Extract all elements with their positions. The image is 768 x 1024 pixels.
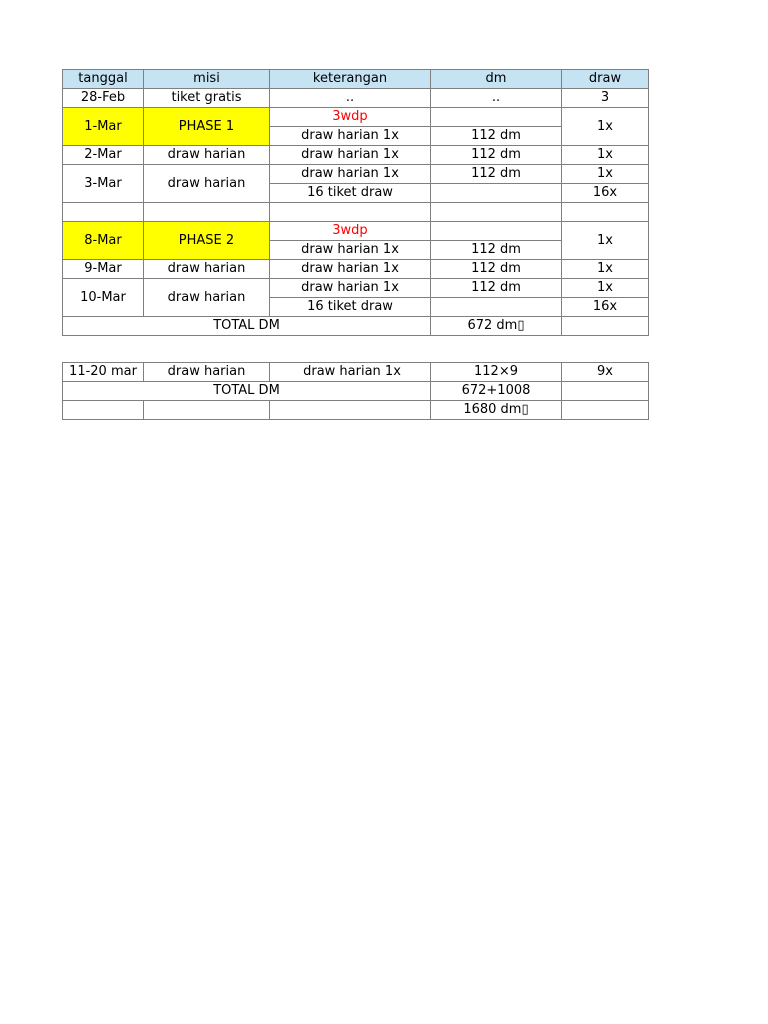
header-dm[interactable]: dm <box>431 70 562 89</box>
table-row <box>63 108 649 127</box>
cell-empty <box>63 401 144 420</box>
cell-draw[interactable]: 16x <box>562 184 649 203</box>
cell-draw[interactable]: 1x <box>562 279 649 298</box>
cell-keterangan[interactable]: draw harian 1x <box>270 279 431 298</box>
cell-keterangan[interactable]: draw harian 1x <box>270 260 431 279</box>
cell-draw[interactable]: 1x <box>562 165 649 184</box>
cell-keterangan[interactable]: draw harian 1x <box>270 165 431 184</box>
cell-tanggal[interactable]: 11-20 mar <box>63 363 144 382</box>
header-draw[interactable]: draw <box>562 70 649 89</box>
cell-draw[interactable]: 1x <box>562 260 649 279</box>
total-row <box>63 317 649 336</box>
cell-draw[interactable]: 1x <box>562 108 649 146</box>
cell-dm[interactable]: 112 dm <box>431 127 562 146</box>
total-formula[interactable]: 672+1008 <box>431 382 562 401</box>
cell-empty[interactable] <box>270 203 431 222</box>
cell-keterangan[interactable]: 3wdp <box>270 222 431 241</box>
cell-dm[interactable]: 112×9 <box>431 363 562 382</box>
empty-row <box>63 203 649 222</box>
cell-draw[interactable]: 1x <box>562 146 649 165</box>
cell-misi[interactable]: tiket gratis <box>144 89 270 108</box>
cell-misi[interactable]: draw harian <box>144 165 270 203</box>
cell-dm[interactable] <box>431 108 562 127</box>
cell-tanggal[interactable]: 1-Mar <box>63 108 144 146</box>
cell-dm[interactable]: 112 dm <box>431 260 562 279</box>
header-row <box>63 70 649 89</box>
cell-dm[interactable] <box>431 222 562 241</box>
cell-empty <box>562 317 649 336</box>
cell-dm[interactable] <box>431 298 562 317</box>
cell-dm[interactable]: 112 dm <box>431 165 562 184</box>
cell-tanggal[interactable]: 9-Mar <box>63 260 144 279</box>
cell-misi[interactable]: PHASE 2 <box>144 222 270 260</box>
cell-draw[interactable]: 16x <box>562 298 649 317</box>
cell-empty[interactable] <box>144 203 270 222</box>
extra-schedule-table <box>62 362 649 420</box>
cell-keterangan[interactable]: 3wdp <box>270 108 431 127</box>
cell-dm[interactable]: 112 dm <box>431 279 562 298</box>
table-row <box>63 146 649 165</box>
cell-misi[interactable]: PHASE 1 <box>144 108 270 146</box>
table-row <box>63 165 649 184</box>
cell-tanggal[interactable]: 8-Mar <box>63 222 144 260</box>
total-value-row <box>63 401 649 420</box>
total-row <box>63 382 649 401</box>
table-row <box>63 363 649 382</box>
cell-draw[interactable]: 9x <box>562 363 649 382</box>
header-keterangan[interactable]: keterangan <box>270 70 431 89</box>
cell-keterangan[interactable]: 16 tiket draw <box>270 184 431 203</box>
table-row <box>63 260 649 279</box>
table-row <box>63 279 649 298</box>
total-value[interactable]: 1680 dm▯ <box>431 401 562 420</box>
header-tanggal[interactable]: tanggal <box>63 70 144 89</box>
cell-empty[interactable] <box>431 203 562 222</box>
cell-tanggal[interactable]: 3-Mar <box>63 165 144 203</box>
cell-empty[interactable] <box>562 203 649 222</box>
cell-dm[interactable] <box>431 184 562 203</box>
cell-dm[interactable]: .. <box>431 89 562 108</box>
total-value[interactable]: 672 dm▯ <box>431 317 562 336</box>
total-label[interactable]: TOTAL DM <box>63 382 431 401</box>
cell-tanggal[interactable]: 10-Mar <box>63 279 144 317</box>
mission-schedule-table <box>62 69 649 336</box>
cell-keterangan[interactable]: 16 tiket draw <box>270 298 431 317</box>
cell-empty <box>270 401 431 420</box>
cell-dm[interactable]: 112 dm <box>431 146 562 165</box>
cell-misi[interactable]: draw harian <box>144 363 270 382</box>
cell-empty[interactable] <box>63 203 144 222</box>
cell-misi[interactable]: draw harian <box>144 279 270 317</box>
cell-misi[interactable]: draw harian <box>144 260 270 279</box>
cell-keterangan[interactable]: draw harian 1x <box>270 127 431 146</box>
cell-misi[interactable]: draw harian <box>144 146 270 165</box>
total-label[interactable]: TOTAL DM <box>63 317 431 336</box>
cell-keterangan[interactable]: draw harian 1x <box>270 363 431 382</box>
header-misi[interactable]: misi <box>144 70 270 89</box>
cell-empty <box>562 401 649 420</box>
cell-tanggal[interactable]: 2-Mar <box>63 146 144 165</box>
table-row <box>63 222 649 241</box>
cell-tanggal[interactable]: 28-Feb <box>63 89 144 108</box>
cell-dm[interactable]: 112 dm <box>431 241 562 260</box>
cell-keterangan[interactable]: draw harian 1x <box>270 146 431 165</box>
table-row <box>63 89 649 108</box>
cell-draw[interactable]: 3 <box>562 89 649 108</box>
cell-keterangan[interactable]: .. <box>270 89 431 108</box>
cell-empty <box>144 401 270 420</box>
cell-empty[interactable] <box>562 382 649 401</box>
cell-keterangan[interactable]: draw harian 1x <box>270 241 431 260</box>
cell-draw[interactable]: 1x <box>562 222 649 260</box>
